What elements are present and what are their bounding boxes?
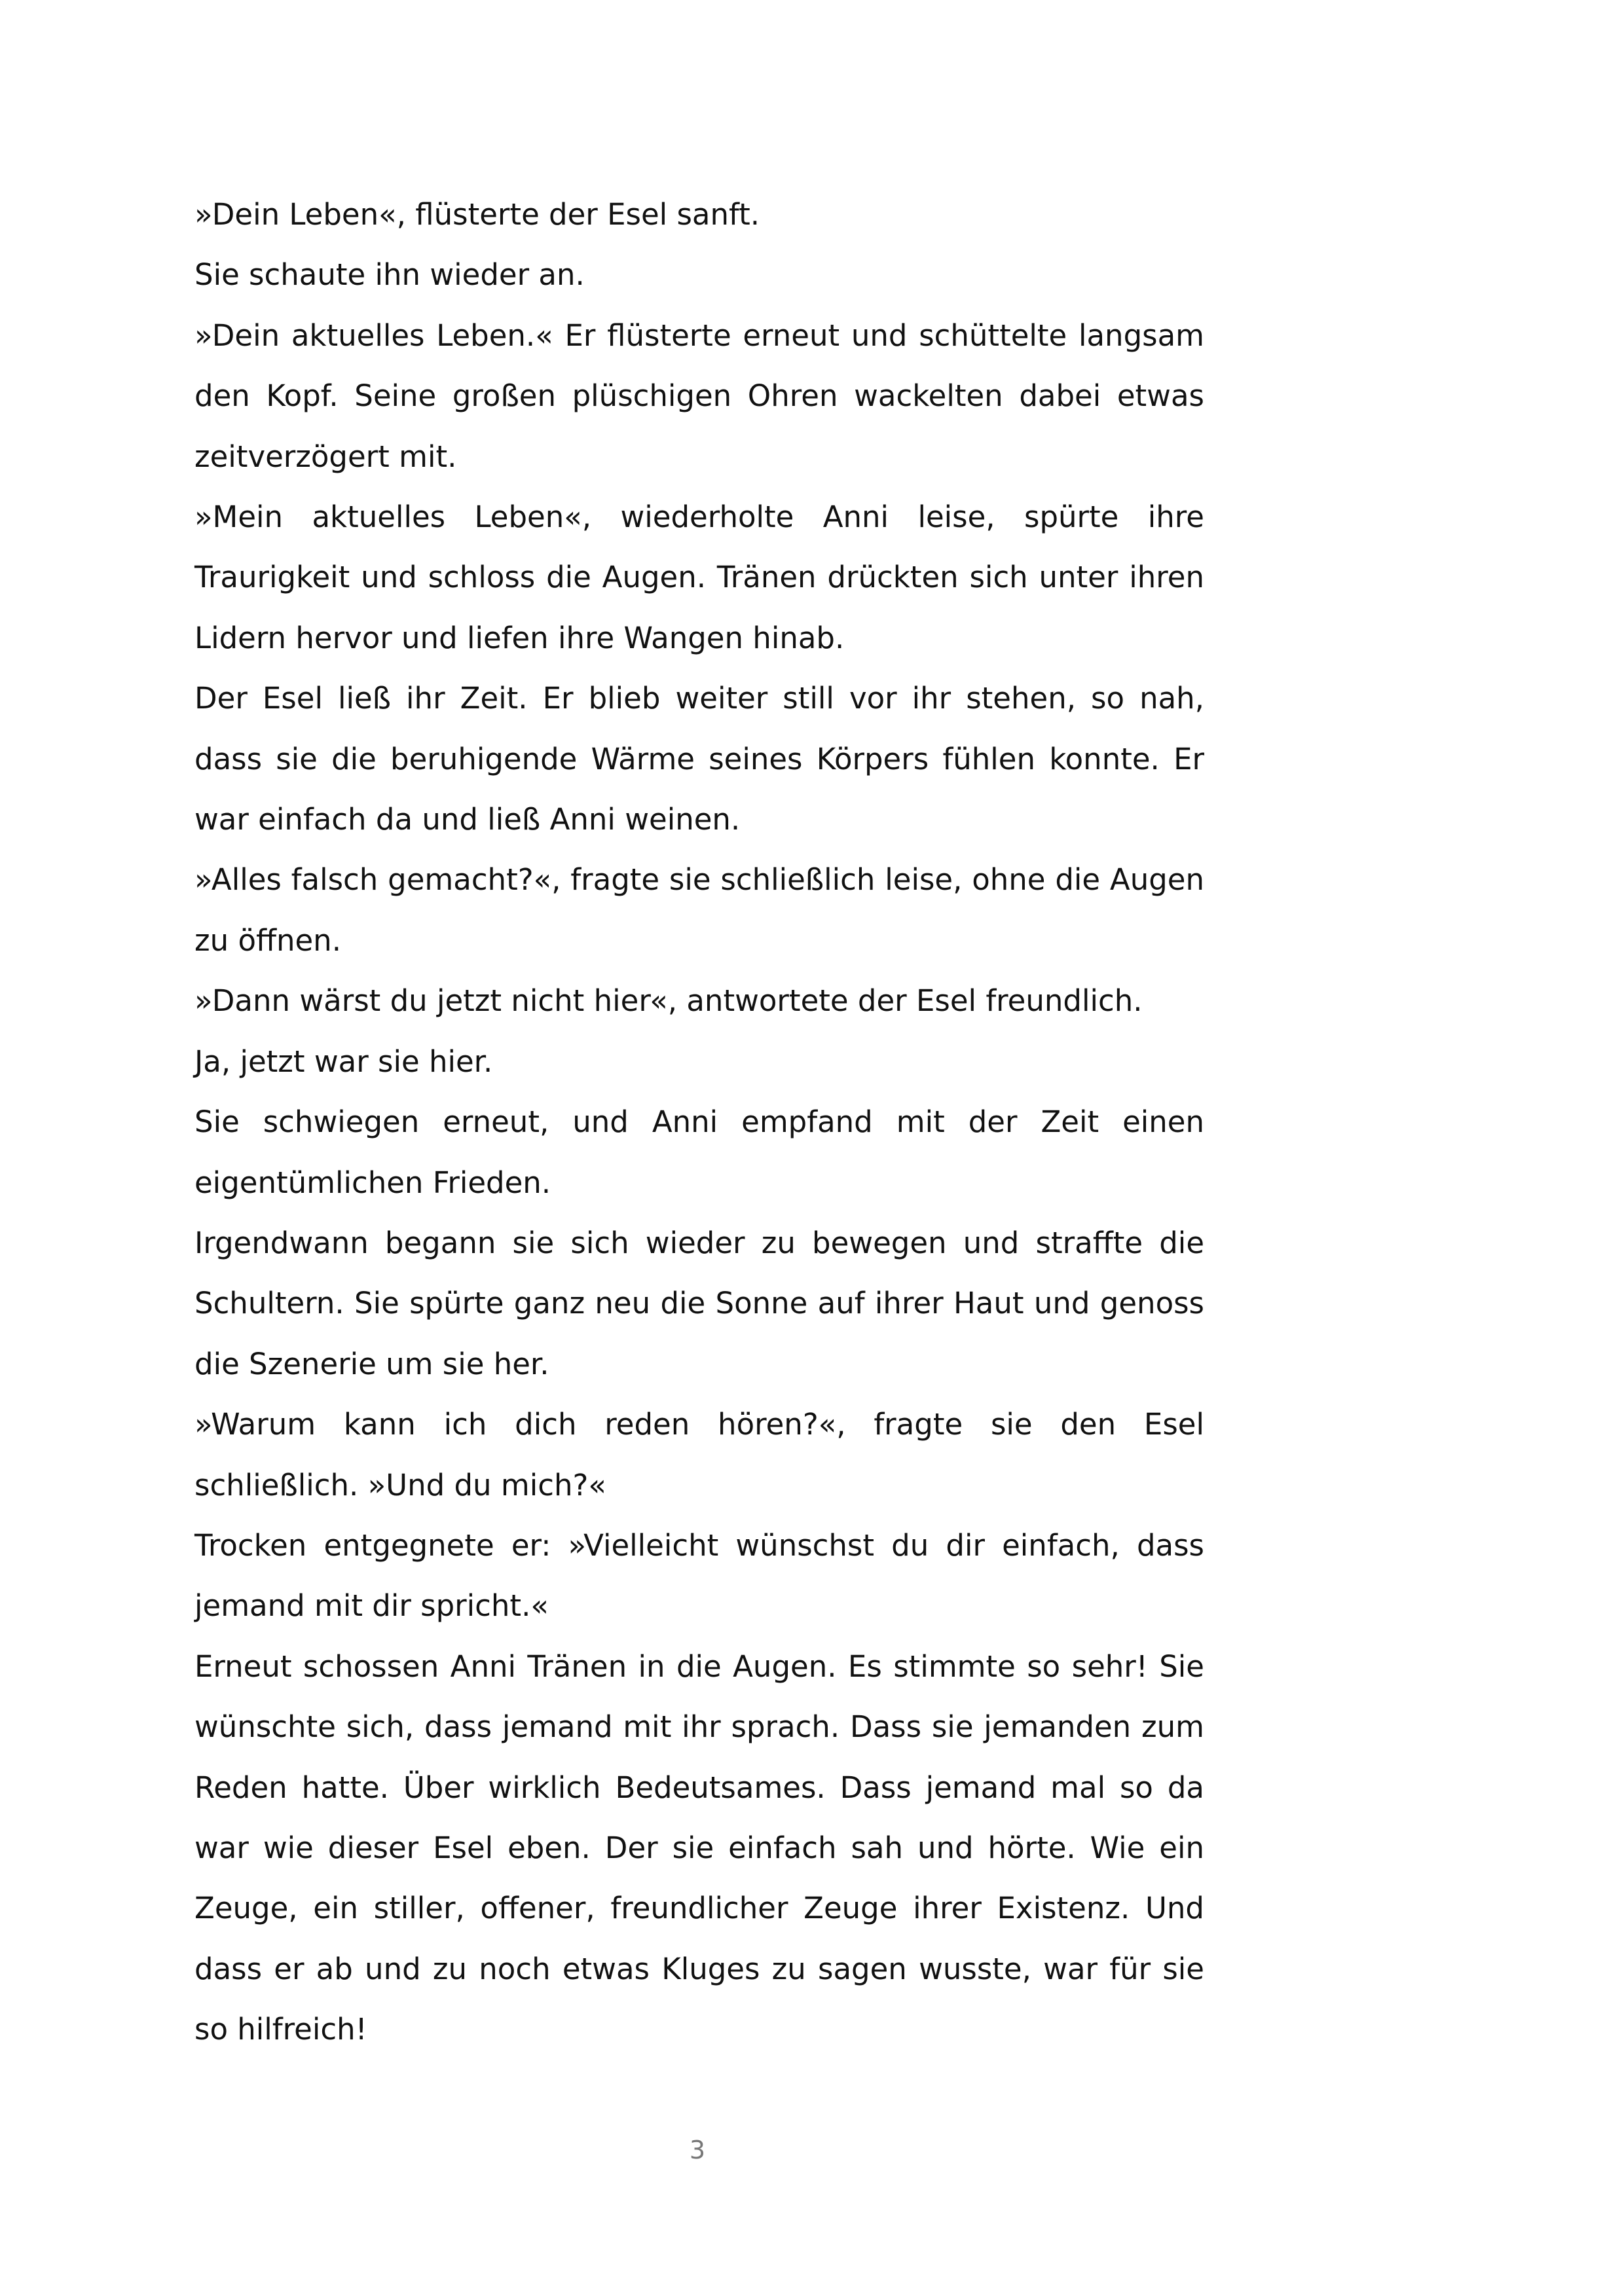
paragraph-12: Trocken entgegnete er: »Vielleicht wünschst du dir einfach, dass jemand mit dir spricht.« <box>194 1527 1204 1624</box>
body-text <box>194 185 1204 2060</box>
paragraph-8: Ja, jetzt war sie hier. <box>194 1044 493 1079</box>
paragraph-13: Erneut schossen Anni Tränen in die Augen. Es stimmte so sehr! Sie wünschte sich, dass jemand mit ihr sprach. Dass sie jemanden zum Reden hatte. Über wirklich Bedeutsames. Dass jemand mal so da war wie dieser Esel eben. Der sie einfach sah und hörte. Wie ein Zeuge, ein stiller, offener, freundlicher Zeuge ihrer Existenz. Und dass er ab und zu noch etwas Kluges zu sagen wusste, war für sie so hilfreich! <box>194 1649 1204 2047</box>
page-number: 3 <box>689 2136 706 2164</box>
paragraph-5: Der Esel ließ ihr Zeit. Er blieb weiter still vor ihr stehen, so nah, dass sie die beruhigende Wärme seines Körpers fühlen konnte. Er war einfach da und ließ Anni weinen. <box>194 681 1204 837</box>
paragraph-2: Sie schaute ihn wieder an. <box>194 257 585 293</box>
paragraph-11: »Warum kann ich dich reden hören?«, fragte sie den Esel schließlich. »Und du mich?« <box>194 1407 1204 1503</box>
paragraph-10: Irgendwann begann sie sich wieder zu bewegen und straffte die Schultern. Sie spürte ganz neu die Sonne auf ihrer Haut und genoss die Szenerie um sie her. <box>194 1225 1204 1381</box>
paragraph-6: »Alles falsch gemacht?«, fragte sie schließlich leise, ohne die Augen zu öffnen. <box>194 862 1204 958</box>
paragraph-1: »Dein Leben«, flüsterte der Esel sanft. <box>194 197 760 232</box>
paragraph-3: »Dein aktuelles Leben.« Er flüsterte erneut und schüttelte langsam den Kopf. Seine großen plüschigen Ohren wackelten dabei etwas zeitverzögert mit. <box>194 318 1204 474</box>
paragraph-4: »Mein aktuelles Leben«, wiederholte Anni leise, spürte ihre Traurigkeit und schloss die Augen. Tränen drückten sich unter ihren Lidern hervor und liefen ihre Wangen hinab. <box>194 500 1204 655</box>
paragraph-7: »Dann wärst du jetzt nicht hier«, antwortete der Esel freundlich. <box>194 983 1143 1019</box>
paragraph-9: Sie schwiegen erneut, und Anni empfand mit der Zeit einen eigentümlichen Frieden. <box>194 1104 1204 1200</box>
